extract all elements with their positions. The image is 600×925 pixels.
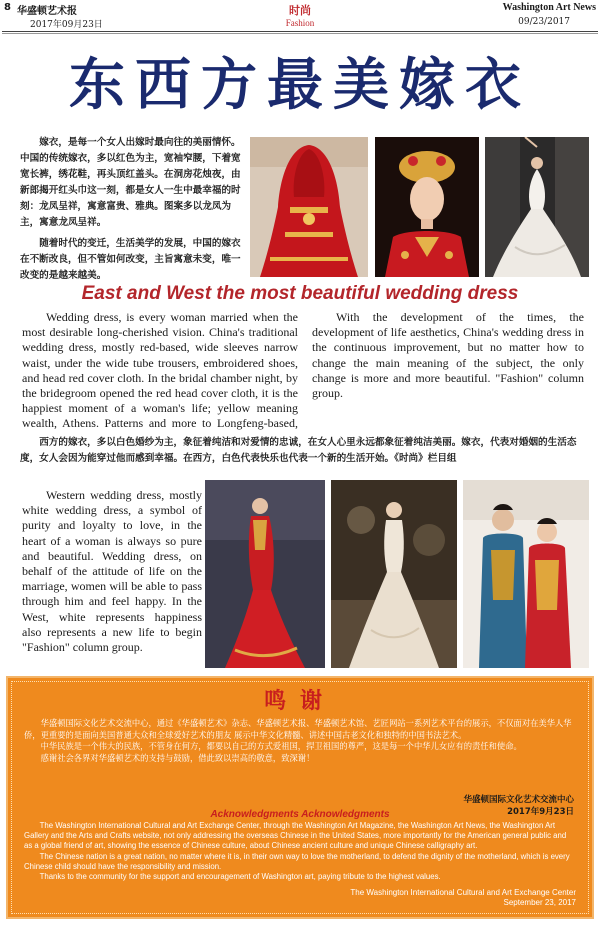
- ack-en-paragraph-1: The Washington International Cultural and Art Exchange Center, through the Washington Art Magazine, the Washington Art News, the Washington Art Gallery and the Arts and Crafts website, not only addressing the overseas Chinese in the United States, more importantly for the American general public and as a global friend of art, showing the essence of Chinese culture, about Chinese ancient culture and unique Chinese calligraphy art.: [24, 821, 567, 851]
- header-divider: [2, 31, 598, 32]
- photo-white-dress-dancer: [485, 137, 589, 277]
- ack-title-en: Acknowledgments Acknowledgments: [210, 809, 390, 820]
- header-divider-2: [2, 33, 598, 34]
- ack-cn-paragraph-2: 中华民族是一个伟大的民族，不管身在何方，都要以自己的方式爱祖国，捍卫祖国的尊严，这是每一个中华儿女应有的责任和使命。: [40, 741, 522, 751]
- article-title-en: East and West the most beautiful wedding dress: [81, 283, 519, 304]
- mid-cn: [20, 435, 582, 467]
- mid-cn-paragraph: 西方的嫁衣，多以白色婚纱为主，象征着纯洁和对爱情的忠诚，在女人心里永远都象征着纯洁美丽。嫁衣，代表对婚姻的生活态度，女人会因为能穿过他而感到幸福。在西方，白色代表快乐也代表一个新的生活开始。《时尚》栏目组: [20, 437, 577, 464]
- body-en-column-left: [22, 310, 298, 430]
- page-header: [0, 0, 600, 34]
- intro-cn-paragraph-2: 随着时代的变迁，生活美学的发展，中国的嫁衣在不断改良，但不管如何改变，主旨寓意未变，唯一改变的是越来越美。: [20, 238, 241, 281]
- body-en-column-right: [312, 310, 584, 430]
- ack-sign-org-en: The Washington International Cultural and Art Exchange Center: [350, 888, 576, 897]
- photo-lace-wedding-gown: [331, 480, 457, 668]
- ack-sign-date-cn: 2017年9月23日: [507, 807, 574, 817]
- acknowledgment-box: [6, 676, 594, 919]
- intro-cn-paragraph-1: 嫁衣，是每一个女人出嫁时最向往的美丽情怀。中国的传统嫁衣，多以红色为主，宽袖窄腰，下着宽宽长裤，绣花鞋，再头顶红盖头。在洞房花烛夜，由新郎揭开红头巾这一刻，都是女人一生中最幸福的时刻：龙凤呈祥，寓意富贵、雅典。图案多以龙凤为主，寓意龙凤呈祥。: [20, 137, 241, 228]
- section-cn: 时尚: [289, 4, 311, 17]
- page-number: 8: [4, 2, 11, 13]
- photo-red-veil-bride: [250, 137, 368, 277]
- ack-en-paragraph-3: Thanks to the community for the support and encouragement of Washington art, paying tribute to the highest values.: [39, 872, 441, 882]
- intro-cn: [20, 135, 242, 289]
- body-en-paragraph-1: Wedding dress, is every woman married when the most desirable long-cherished vision. China's traditional wedding dress, mostly red-based, wide sleeves narrow waist, under the wide tube trousers, embroidered shoes, and head red cover cloth. In the bridal chamber night, by the bridegroom opened the red head cover cloth, it is the happiest moment of a woman's life; yellow meaning wealth, Athens. Patterns and more to Longfeng-based,: [22, 310, 298, 430]
- body-en-paragraph-2: With the development of the times, the development of life aesthetics, China's wedding dress in the continuous improvement, but no matter how to change the main meaning of the subject, the only change is more and more beautiful. "Fashion" column group.: [312, 310, 584, 401]
- ack-body-cn: [24, 718, 576, 764]
- ack-cn-paragraph-1: 华盛顿国际文化艺术交流中心，通过《华盛顿艺术》杂志、华盛顿艺术报、华盛顿艺术馆、艺匠网站一系列艺术平台的展示，不仅面对在美华人华侨，更重要的是面向美国普通大众和全球爱好艺术的朋友 展示中华文化精髓、讲述中国古老文化和独特的中国书法艺术。: [24, 718, 572, 740]
- article-title-cn: 东西方最美嫁衣: [69, 52, 531, 118]
- ack-body-en: [24, 821, 576, 882]
- photo-phoenix-crown-bride: [375, 137, 479, 277]
- ack-cn-paragraph-3: 感谢社会各界对华盛顿艺术的支持与鼓励，借此致以崇高的敬意，致深谢！: [40, 752, 315, 763]
- date-en: 09/23/2017: [518, 17, 570, 27]
- ack-sign-date-en: September 23, 2017: [503, 898, 576, 907]
- ack-sign-org-cn: 华盛顿国际文化艺术交流中心: [463, 795, 574, 805]
- paper-name-cn: 华盛顿艺术报: [17, 6, 77, 17]
- body-en-west-paragraph: Western wedding dress, mostly white wedding dress, a symbol of purity and loyalty to love, in the heart of a woman is always so pure and beautiful. Wedding dress, on behalf of the attitude of life on the marriage, women will be able to pass through him and feel happy. In the West, white represents happiness also represents a new life to begin "Fashion" column group.: [22, 488, 202, 655]
- photo-couple-traditional: [463, 480, 589, 668]
- section-en: Fashion: [285, 18, 315, 28]
- body-en-west: [22, 488, 202, 668]
- ack-en-paragraph-2: The Chinese nation is a great nation, no matter where it is, in their own way to love the motherland, to defend the dignity of the motherland, which is every Chinese child should have the responsibility and mission.: [24, 851, 570, 871]
- section-label: [270, 2, 330, 28]
- paper-name-en: Washington Art News: [502, 2, 596, 13]
- date-cn: 2017年09月23日: [30, 20, 103, 30]
- ack-signature-en: [350, 888, 576, 908]
- photo-red-qipao-gown: [205, 480, 325, 668]
- ack-title-cn: 鸣谢: [263, 688, 336, 714]
